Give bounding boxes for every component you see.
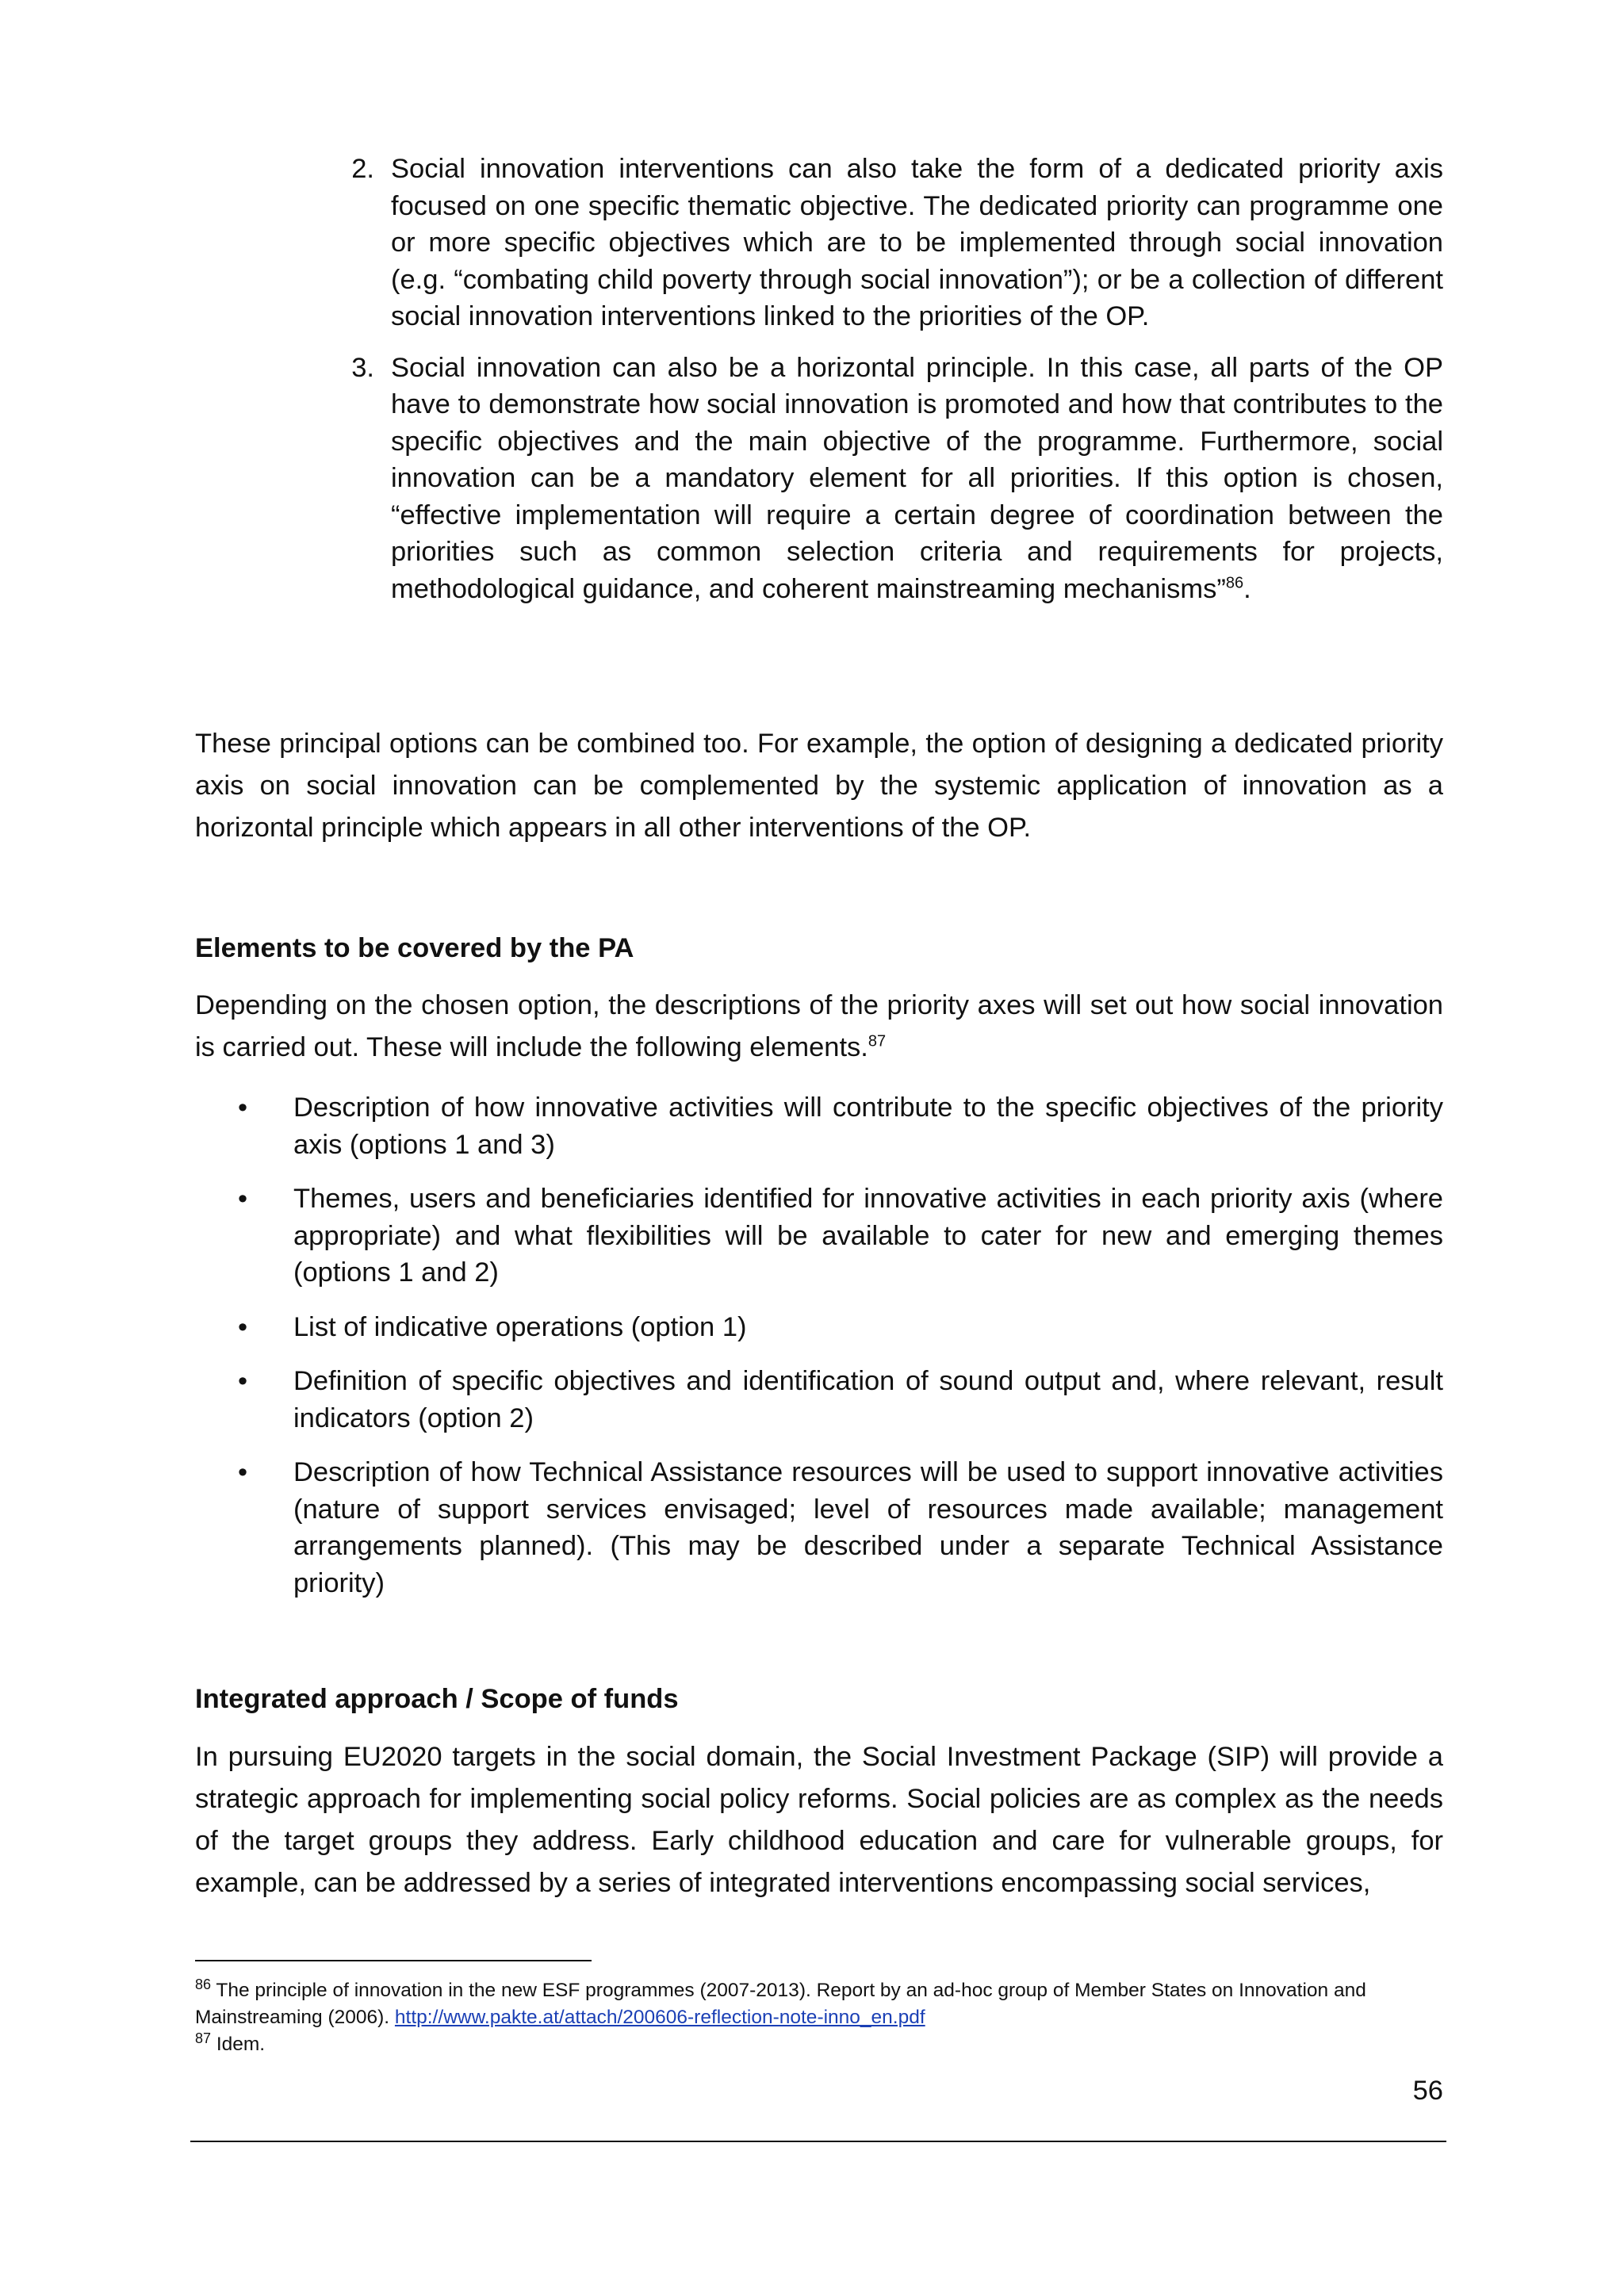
footnote-link[interactable]: http://www.pakte.at/attach/200606-reflection-note-inno_en.pdf bbox=[394, 2007, 925, 2028]
bullet-icon: • bbox=[238, 1184, 248, 1214]
bullet-list bbox=[238, 1089, 1443, 1619]
list-item-number: 2. bbox=[351, 154, 374, 184]
bullet-text: List of indicative operations (option 1) bbox=[293, 1311, 747, 1342]
list-item-text bbox=[391, 151, 1443, 335]
section-heading-integrated-approach: Integrated approach / Scope of funds bbox=[195, 1684, 679, 1714]
section-intro-text: Depending on the chosen option, the descriptions of the priority axes will set out how social innovation is carried out. These will include the following elements. bbox=[195, 990, 1443, 1062]
bullet-icon: • bbox=[238, 1093, 248, 1123]
list-item-number: 3. bbox=[351, 352, 374, 383]
list-item bbox=[333, 350, 1443, 608]
footnote-87 bbox=[195, 2031, 1443, 2058]
bullet-text: Description of how innovative activities will contribute to the specific objectives of the priority axis (options 1 and 3) bbox=[293, 1093, 1443, 1160]
bullet-item bbox=[238, 1309, 1443, 1346]
footnote-divider bbox=[195, 1960, 592, 1961]
bullet-item bbox=[238, 1363, 1443, 1437]
section-intro-paragraph bbox=[195, 985, 1443, 1069]
bullet-text: Themes, users and beneficiaries identified for innovative activities in each priority axis (where appropriate) and what flexibilities will be available to cater for new and emerging themes (options 1 and 2) bbox=[293, 1184, 1443, 1288]
numbered-list bbox=[333, 151, 1443, 622]
list-item-text bbox=[391, 350, 1443, 608]
footnote-number: 86 bbox=[195, 1976, 212, 1992]
integrated-approach-paragraph: In pursuing EU2020 targets in the social domain, the Social Investment Package (SIP) will provide a strategic approach for implementing social policy reforms. Social policies are as complex as the needs of the target groups they address. Early childhood education and care for vulnerable groups, for example, can be addressed by a series of integrated interventions encompassing social services, bbox=[195, 1742, 1443, 1898]
bullet-icon: • bbox=[238, 1366, 248, 1396]
list-item-text-body: Social innovation can also be a horizontal principle. In this case, all parts of the OP have to demonstrate how social innovation is promoted and how that contributes to the specific objectives and the main objective of the programme. Furthermore, social innovation can be a mandatory element for all priorities. If this option is chosen, “effective implementation will require a certain degree of coordination between the priorities such as common selection criteria and requirements for projects, methodological guidance, and coherent mainstreaming mechanisms” bbox=[391, 352, 1443, 604]
footnote-text: The principle of innovation in the new ESF programmes (2007-2013). Report by an ad-hoc group of Member States on Innovation and Mainstreaming (2006). bbox=[195, 1980, 1366, 2028]
section-heading-elements: Elements to be covered by the PA bbox=[195, 933, 634, 963]
bullet-icon: • bbox=[238, 1457, 248, 1487]
list-item-text-body: Social innovation interventions can also take the form of a dedicated priority axis focused on one specific thematic objective. The dedicated priority can programme one or more specific objectives which are to be implemented through social innovation (e.g. “combating child poverty through social innovation”); or be a collection of different social innovation interventions linked to the priorities of the OP. bbox=[391, 154, 1443, 331]
page-number: 56 bbox=[1412, 2076, 1443, 2106]
footnote-number: 87 bbox=[195, 2030, 212, 2046]
footnote-86 bbox=[195, 1977, 1443, 2031]
footnote-reference[interactable]: 87 bbox=[868, 1032, 887, 1050]
combined-options-paragraph: These principal options can be combined too. For example, the option of designing a dedicated priority axis on social innovation can be complemented by the systemic application of innovation as a horizontal principle which appears in all other interventions of the OP. bbox=[195, 729, 1443, 843]
list-item bbox=[333, 151, 1443, 335]
footer-divider bbox=[190, 2141, 1446, 2142]
bullet-item bbox=[238, 1181, 1443, 1292]
footnote-reference[interactable]: 86 bbox=[1225, 574, 1244, 591]
bullet-item bbox=[238, 1089, 1443, 1163]
bullet-icon: • bbox=[238, 1311, 248, 1342]
footnote-text: Idem. bbox=[216, 2034, 266, 2055]
bullet-text: Description of how Technical Assistance resources will be used to support innovative activities (nature of support services envisaged; level of resources made available; management arrangements planned). (This may be described under a separate Technical Assistance priority) bbox=[293, 1457, 1443, 1598]
list-item-trailing-punctuation: . bbox=[1243, 573, 1251, 604]
bullet-item bbox=[238, 1454, 1443, 1601]
bullet-text: Definition of specific objectives and identification of sound output and, where relevant, result indicators (option 2) bbox=[293, 1366, 1443, 1433]
footnotes bbox=[195, 1977, 1443, 2058]
